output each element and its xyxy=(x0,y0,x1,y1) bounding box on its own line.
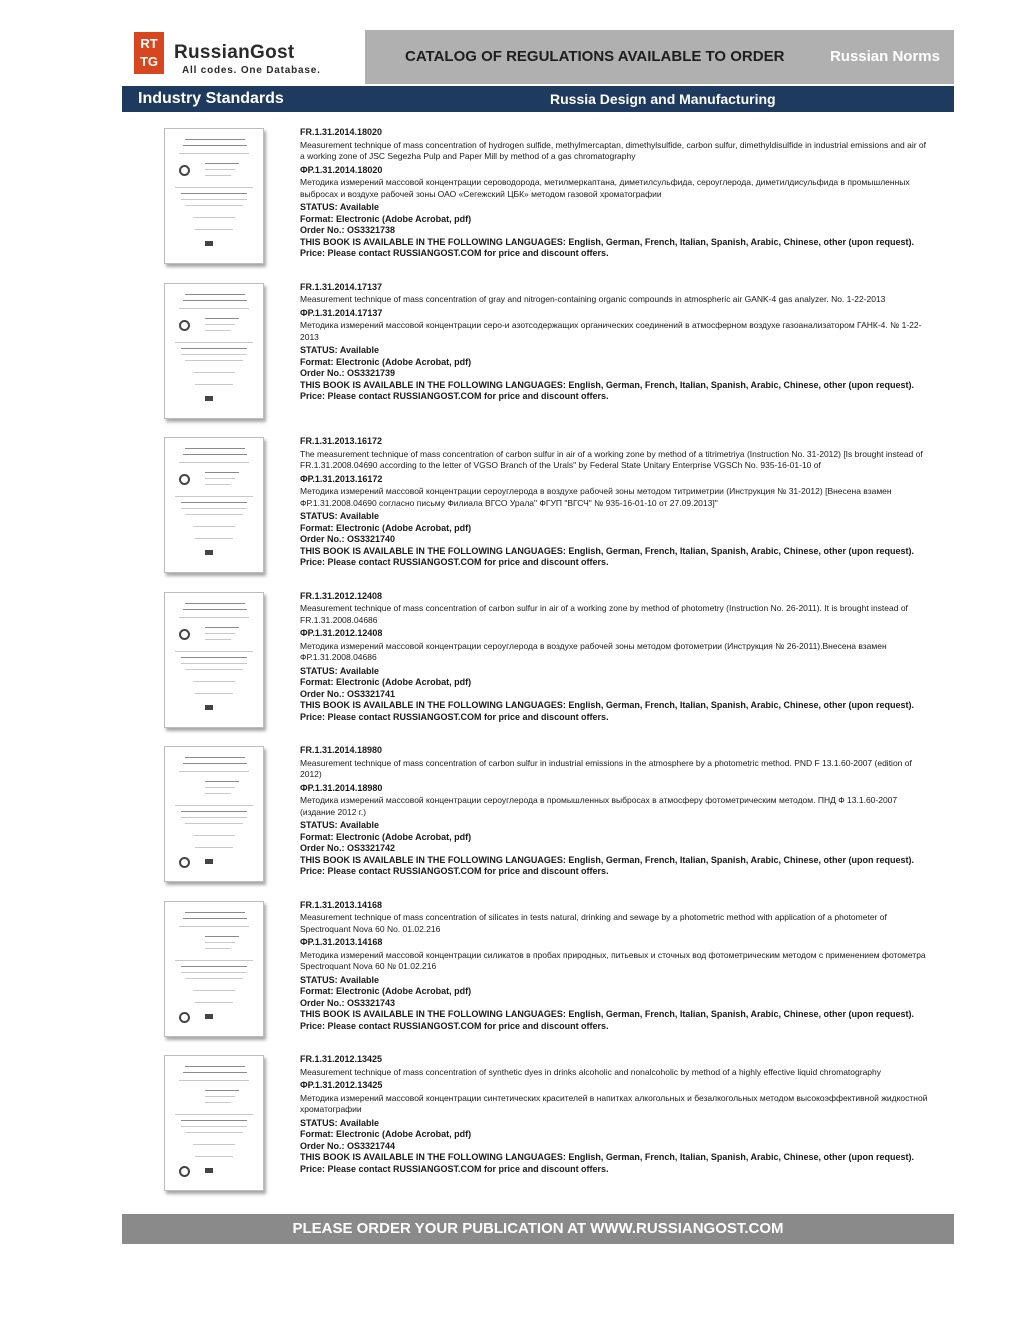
document-thumbnail[interactable] xyxy=(164,128,264,264)
thumbnail-line xyxy=(181,966,247,967)
seal-icon xyxy=(179,1166,190,1177)
thumbnail-line xyxy=(205,163,239,164)
stamp-icon xyxy=(205,241,213,246)
thumbnail-line xyxy=(181,193,247,194)
languages-text: THIS BOOK IS AVAILABLE IN THE FOLLOWING LANGUAGES: English, German, French, Italian, Spanish, Arabic, Chinese, other (upon request). xyxy=(300,379,915,390)
price-text: Price: Please contact RUSSIANGOST.COM for price and discount offers. xyxy=(300,866,609,876)
thumbnail-line xyxy=(193,372,235,373)
description-en: Measurement technique of mass concentration of gray and nitrogen-containing organic compounds in atmospheric air GANK-4 gas analyzer. No. 1-22-2013 xyxy=(300,294,886,304)
thumbnail-line xyxy=(205,936,239,937)
price-text: Price: Please contact RUSSIANGOST.COM for price and discount offers. xyxy=(300,391,609,401)
thumbnail-line xyxy=(205,1102,231,1103)
code-ru: ФР.1.31.2013.14168 xyxy=(300,937,383,947)
thumbnail-line xyxy=(205,324,235,325)
thumbnail-line xyxy=(205,330,231,331)
thumbnail-line xyxy=(205,633,235,634)
thumbnail-line xyxy=(185,514,243,515)
status-text: STATUS: Available xyxy=(300,1117,380,1128)
description-en: Measurement technique of mass concentration of carbon sulfur in air of a working zone by method of photometry (Instruction No. 26-2011). It is brought instead of FR.1.31.2008.04686 xyxy=(300,603,908,625)
code-ru: ФР.1.31.2014.18020 xyxy=(300,164,383,175)
entry-details xyxy=(300,899,930,1033)
order-cta[interactable]: PLEASE ORDER YOUR PUBLICATION AT WWW.RUSSIANGOST.COM xyxy=(292,1220,784,1237)
stamp-icon xyxy=(205,859,213,864)
thumbnail-line xyxy=(185,1066,245,1067)
logo-tagline: All codes. One Database. xyxy=(182,65,321,76)
entry-details xyxy=(300,744,930,878)
code-en: FR.1.31.2014.18980 xyxy=(300,745,383,755)
thumbnail-line xyxy=(181,1120,247,1121)
thumbnail-line xyxy=(205,787,235,788)
thumbnail-line xyxy=(185,669,243,670)
thumbnail-line xyxy=(205,639,231,640)
thumbnail-line xyxy=(185,757,245,758)
brand-logo[interactable] xyxy=(122,30,365,84)
thumbnail-line xyxy=(181,1126,247,1127)
document-thumbnail[interactable] xyxy=(164,901,264,1037)
languages-text: THIS BOOK IS AVAILABLE IN THE FOLLOWING LANGUAGES: English, German, French, Italian, Spanish, Arabic, Chinese, other (upon request). xyxy=(300,700,915,710)
status-text: STATUS: Available xyxy=(300,665,380,676)
description-en: Measurement technique of mass concentration of synthetic dyes in drinks alcoholic and nonalcoholic by method of a highly effective liquid chromatography xyxy=(300,1066,882,1077)
subheader-bar xyxy=(122,86,954,112)
thumbnail-line xyxy=(181,348,247,349)
list-item xyxy=(164,899,954,1049)
order-number: Order No.: OS3321740 xyxy=(300,534,396,544)
code-ru: ФР.1.31.2014.17137 xyxy=(300,307,383,318)
code-ru: ФР.1.31.2013.16172 xyxy=(300,473,383,484)
thumbnail-line xyxy=(205,169,235,170)
stamp-icon xyxy=(205,1014,213,1019)
thumbnail-line xyxy=(195,538,233,539)
seal-icon xyxy=(179,320,190,331)
thumbnail-line xyxy=(175,960,253,961)
status-text: STATUS: Available xyxy=(300,511,380,521)
thumbnail-line xyxy=(179,308,249,309)
thumbnail-line xyxy=(193,1144,235,1145)
thumbnail-line xyxy=(185,139,245,140)
seal-icon xyxy=(179,474,190,485)
list-item xyxy=(164,590,954,740)
thumbnail-line xyxy=(205,948,231,949)
languages-text: THIS BOOK IS AVAILABLE IN THE FOLLOWING LANGUAGES: English, German, French, Italian, Spanish, Arabic, Chinese, other (upon request). xyxy=(300,854,915,865)
thumbnail-line xyxy=(205,484,231,485)
thumbnail-line xyxy=(179,1080,249,1081)
price-text: Price: Please contact RUSSIANGOST.COM for price and discount offers. xyxy=(300,248,609,258)
document-thumbnail[interactable] xyxy=(164,283,264,419)
document-thumbnail[interactable] xyxy=(164,1055,264,1191)
thumbnail-line xyxy=(183,609,247,610)
thumbnail-line xyxy=(175,342,253,343)
thumbnail-line xyxy=(193,681,235,682)
thumbnail-line xyxy=(185,978,243,979)
list-item xyxy=(164,1053,954,1203)
thumbnail-line xyxy=(181,354,247,355)
subheader-left: Industry Standards xyxy=(138,90,284,107)
status-text: STATUS: Available xyxy=(300,202,380,212)
thumbnail-line xyxy=(185,1132,243,1133)
thumbnail-line xyxy=(183,300,247,301)
thumbnail-line xyxy=(205,942,235,943)
thumbnail-line xyxy=(181,502,247,503)
entry-details xyxy=(300,281,930,403)
thumbnail-line xyxy=(179,926,249,927)
format-text: Format: Electronic (Adobe Acrobat, pdf) xyxy=(300,986,472,996)
format-text: Format: Electronic (Adobe Acrobat, pdf) xyxy=(300,356,472,367)
thumbnail-line xyxy=(205,1090,239,1091)
code-en: FR.1.31.2014.18020 xyxy=(300,127,383,137)
thumbnail-line xyxy=(205,478,235,479)
code-en: FR.1.31.2014.17137 xyxy=(300,281,383,292)
description-ru: Методика измерений массовой концентрации силикатов в пробах природных, питьевых и сточных вод фотометрическим методом с применением фотометра Spectroquant Nova 60 № 01.02.216 xyxy=(300,949,926,971)
order-number: Order No.: OS3321738 xyxy=(300,225,396,235)
thumbnail-line xyxy=(179,771,249,772)
header-category: Russian Norms xyxy=(829,48,940,65)
catalog-title: CATALOG OF REGULATIONS AVAILABLE TO ORDER xyxy=(405,48,785,65)
code-ru: ФР.1.31.2012.13425 xyxy=(300,1080,383,1090)
thumbnail-line xyxy=(195,1156,233,1157)
code-en: FR.1.31.2013.16172 xyxy=(300,436,383,446)
status-text: STATUS: Available xyxy=(300,974,380,985)
thumbnail-line xyxy=(175,1114,253,1115)
thumbnail-line xyxy=(185,294,245,295)
thumbnail-line xyxy=(175,187,253,188)
thumbnail-line xyxy=(195,229,233,230)
thumbnail-line xyxy=(195,1002,233,1003)
document-thumbnail[interactable] xyxy=(164,592,264,728)
code-en: FR.1.31.2012.12408 xyxy=(300,590,383,601)
thumbnail-line xyxy=(195,384,233,385)
description-en: The measurement technique of mass concentration of carbon sulfur in air of a working zone by method of a titrimetriya (Instruction No. 31-2012) [Is brought instead of FR.1.31.2008.04690 according to the letter of VGSO Branch of the Urals" by Federal State Unitary Enterprise VGSCh No. 935-16-01-10 of xyxy=(300,448,923,470)
price-text: Price: Please contact RUSSIANGOST.COM for price and discount offers. xyxy=(300,711,609,722)
entry-details xyxy=(300,590,930,724)
seal-icon xyxy=(179,629,190,640)
thumbnail-line xyxy=(185,205,243,206)
description-ru: Методика измерений массовой концентрации сероуглерода в воздухе рабочей зоны методом титриметрии (Инструкция № 31-2012) [Внесена взамен ФР.1.31.2008.04690 согласно письму Филиала ВГСО Урала" ФГУП "ВГСЧ" № 935-16-01-10 от 27.09.2013]" xyxy=(300,486,892,508)
thumbnail-line xyxy=(205,472,239,473)
thumbnail-line xyxy=(179,462,249,463)
format-text: Format: Electronic (Adobe Acrobat, pdf) xyxy=(300,1129,472,1139)
seal-icon xyxy=(179,857,190,868)
thumbnail-line xyxy=(193,835,235,836)
thumbnail-line xyxy=(181,817,247,818)
status-text: STATUS: Available xyxy=(300,820,380,830)
thumbnail-line xyxy=(195,847,233,848)
list-item xyxy=(164,435,954,585)
languages-text: THIS BOOK IS AVAILABLE IN THE FOLLOWING LANGUAGES: English, German, French, Italian, Spanish, Arabic, Chinese, other (upon request). xyxy=(300,545,915,556)
thumbnail-line xyxy=(183,763,247,764)
code-en: FR.1.31.2013.14168 xyxy=(300,899,383,910)
code-ru: ФР.1.31.2014.18980 xyxy=(300,782,383,793)
thumbnail-line xyxy=(205,318,239,319)
thumbnail-line xyxy=(175,651,253,652)
price-text: Price: Please contact RUSSIANGOST.COM for price and discount offers. xyxy=(300,1020,609,1031)
price-text: Price: Please contact RUSSIANGOST.COM for price and discount offers. xyxy=(300,557,609,567)
logo-mark-icon: RT TG xyxy=(134,32,164,74)
seal-icon xyxy=(179,165,190,176)
header-bar xyxy=(365,30,954,84)
code-ru: ФР.1.31.2012.12408 xyxy=(300,628,383,638)
subheader-center: Russia Design and Manufacturing xyxy=(550,91,776,107)
description-en: Measurement technique of mass concentration of hydrogen sulfide, methylmercaptan, dimethylsulfide, carbon sulfur, dimethyldisulfide in industrial emissions and air of a working zone of JSC Segezha Pulp and Paper Mill by method of a gas chromatography xyxy=(300,139,927,161)
description-en: Measurement technique of mass concentration of silicates in tests natural, drinking and sewage by a photometric method with application of a photometer of Spectroquant Nova 60 No. 01.02.216 xyxy=(300,912,887,934)
order-number: Order No.: OS3321739 xyxy=(300,368,396,378)
thumbnail-line xyxy=(185,448,245,449)
stamp-icon xyxy=(205,550,213,555)
format-text: Format: Electronic (Adobe Acrobat, pdf) xyxy=(300,677,472,687)
code-en: FR.1.31.2012.13425 xyxy=(300,1054,383,1064)
thumbnail-line xyxy=(185,360,243,361)
entry-details xyxy=(300,1053,930,1175)
thumbnail-line xyxy=(185,603,245,604)
thumbnail-line xyxy=(205,175,231,176)
thumbnail-line xyxy=(193,217,235,218)
entry-details xyxy=(300,435,930,569)
thumbnail-line xyxy=(181,657,247,658)
thumbnail-line xyxy=(175,805,253,806)
thumbnail-line xyxy=(181,508,247,509)
thumbnail-line xyxy=(183,145,247,146)
description-en: Measurement technique of mass concentration of carbon sulfur in industrial emissions in the atmosphere by a photometric method. PND F 13.1.60-2007 (edition of 2012) xyxy=(300,757,912,779)
list-item xyxy=(164,744,954,894)
stamp-icon xyxy=(205,705,213,710)
description-ru: Методика измерений массовой концентрации серо-и азотсодержащих органических соединений в атмосферном воздухе газоанализатором ГАНК-4. № 1-22-2013 xyxy=(300,320,922,342)
format-text: Format: Electronic (Adobe Acrobat, pdf) xyxy=(300,522,472,533)
thumbnail-line xyxy=(205,627,239,628)
thumbnail-line xyxy=(185,912,245,913)
thumbnail-line xyxy=(205,781,239,782)
stamp-icon xyxy=(205,396,213,401)
thumbnail-line xyxy=(185,823,243,824)
list-item xyxy=(164,126,954,276)
order-number: Order No.: OS3321742 xyxy=(300,843,396,853)
thumbnail-line xyxy=(183,918,247,919)
thumbnail-line xyxy=(183,1072,247,1073)
order-number: Order No.: OS3321743 xyxy=(300,997,396,1008)
thumbnail-line xyxy=(181,972,247,973)
status-text: STATUS: Available xyxy=(300,345,380,355)
thumbnail-line xyxy=(175,496,253,497)
price-text: Price: Please contact RUSSIANGOST.COM for price and discount offers. xyxy=(300,1163,609,1174)
format-text: Format: Electronic (Adobe Acrobat, pdf) xyxy=(300,213,472,224)
thumbnail-line xyxy=(179,617,249,618)
footer-bar[interactable] xyxy=(122,1214,954,1244)
order-number: Order No.: OS3321744 xyxy=(300,1140,396,1151)
thumbnail-line xyxy=(195,693,233,694)
languages-text: THIS BOOK IS AVAILABLE IN THE FOLLOWING LANGUAGES: English, German, French, Italian, Spanish, Arabic, Chinese, other (upon request). xyxy=(300,1009,915,1019)
thumbnail-line xyxy=(181,199,247,200)
thumbnail-line xyxy=(181,811,247,812)
stamp-icon xyxy=(205,1168,213,1173)
description-ru: Методика измерений массовой концентрации сероводорода, метилмеркаптана, диметилсульфида, сероуглерода, диметилдисульфида в промышленных выбросах и воздухе рабочей зоны ОАО «Сегежский ЦБК» методом газовой хроматографии xyxy=(300,177,910,199)
description-ru: Методика измерений массовой концентрации сероуглерода в промышленных выбросах в атмосферу фотометрическим методом. ПНД Ф 13.1.60-2007 (издание 2012 г.) xyxy=(300,795,898,817)
list-item xyxy=(164,281,954,431)
languages-text: THIS BOOK IS AVAILABLE IN THE FOLLOWING LANGUAGES: English, German, French, Italian, Spanish, Arabic, Chinese, other (upon request). xyxy=(300,236,915,247)
languages-text: THIS BOOK IS AVAILABLE IN THE FOLLOWING LANGUAGES: English, German, French, Italian, Spanish, Arabic, Chinese, other (upon request). xyxy=(300,1152,915,1162)
description-ru: Методика измерений массовой концентрации сероуглерода в воздухе рабочей зоны методом фотометрии (Инструкция № 26-2011).Внесена взамен ФР.1.31.2008.04686 xyxy=(300,640,887,662)
thumbnail-line xyxy=(181,663,247,664)
order-number: Order No.: OS3321741 xyxy=(300,688,396,699)
format-text: Format: Electronic (Adobe Acrobat, pdf) xyxy=(300,831,472,842)
thumbnail-line xyxy=(205,1096,235,1097)
entry-details xyxy=(300,126,930,260)
document-thumbnail[interactable] xyxy=(164,437,264,573)
logo-name: RussianGost xyxy=(174,42,295,63)
thumbnail-line xyxy=(205,793,231,794)
thumbnail-line xyxy=(183,454,247,455)
document-thumbnail[interactable] xyxy=(164,746,264,882)
thumbnail-line xyxy=(193,526,235,527)
thumbnail-line xyxy=(179,153,249,154)
thumbnail-line xyxy=(193,990,235,991)
description-ru: Методика измерений массовой концентрации синтетических красителей в напитках алкогольных и безалкогольных методом высокоэффективной жидкостной хроматографии xyxy=(300,1092,928,1114)
seal-icon xyxy=(179,1012,190,1023)
